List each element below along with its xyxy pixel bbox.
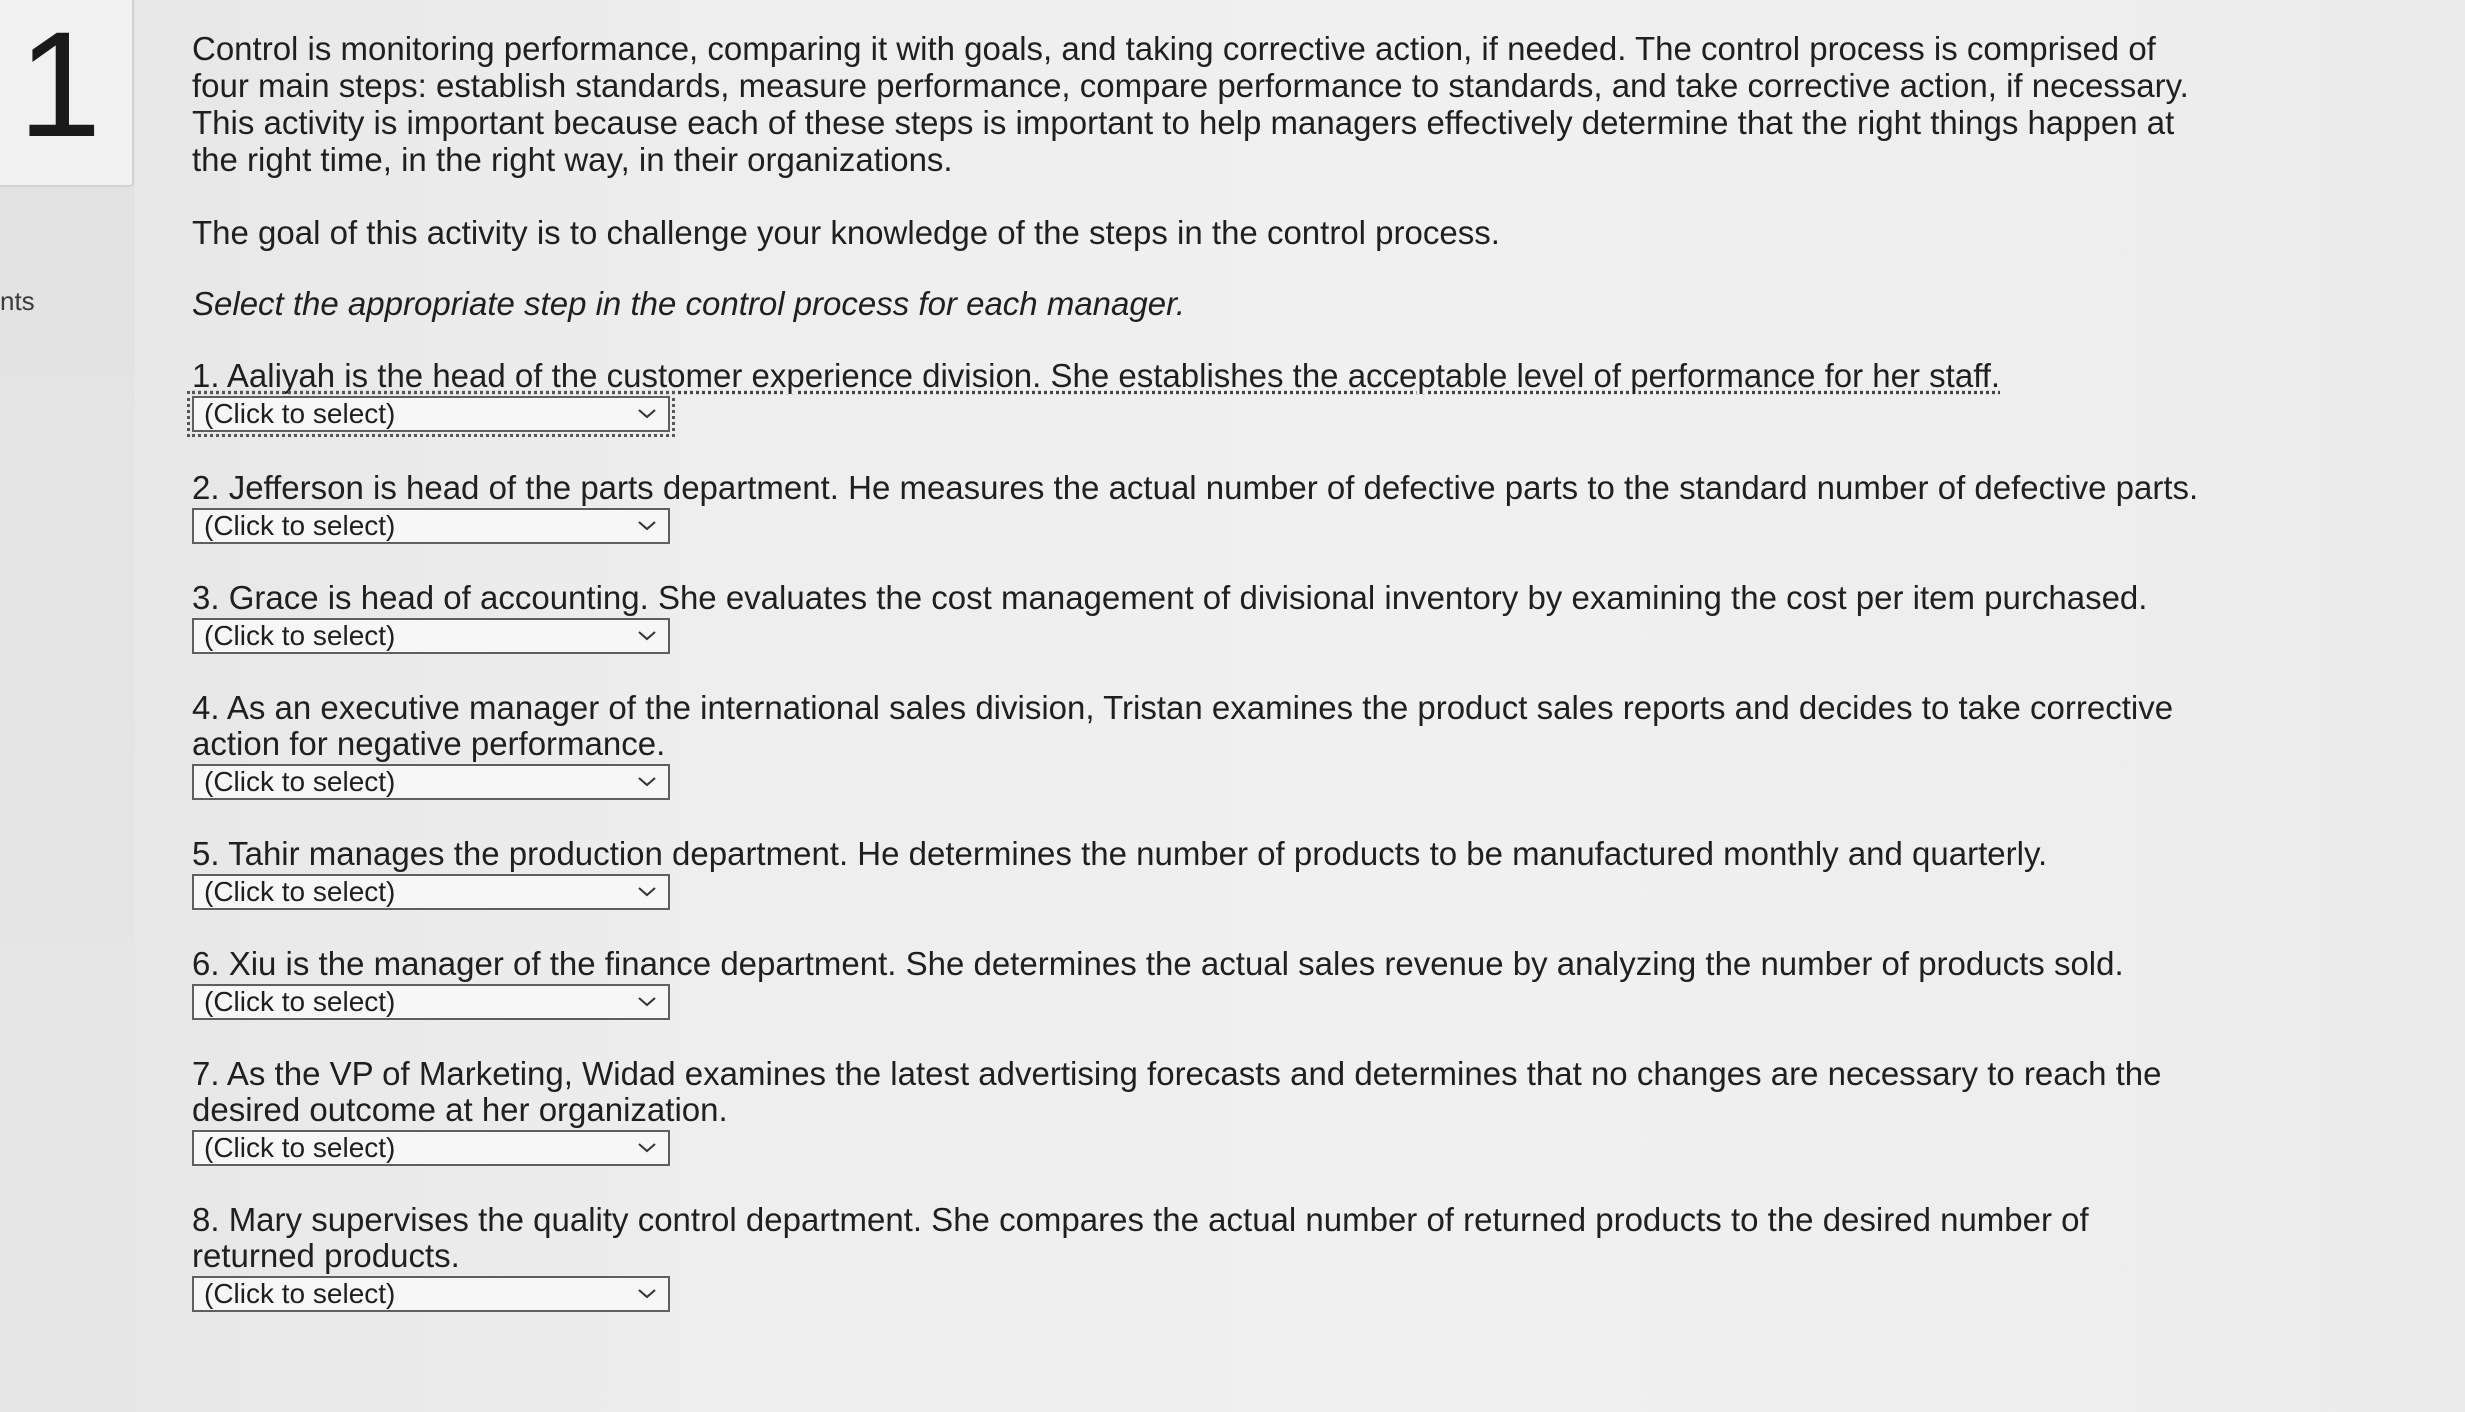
step-select-dropdown[interactable] — [192, 764, 670, 800]
chevron-down-icon — [636, 990, 658, 1012]
step-select-dropdown[interactable] — [192, 1130, 670, 1166]
question-item — [192, 836, 2212, 910]
question-item — [192, 580, 2212, 654]
question-item — [192, 690, 2212, 800]
step-select-dropdown[interactable] — [192, 508, 670, 544]
dropdown-value: (Click to select) — [204, 1132, 396, 1163]
chevron-down-icon — [636, 880, 658, 902]
chevron-down-icon — [636, 1136, 658, 1158]
question-text: 4. As an executive manager of the international sales division, Tristan examines the product sales reports and decides to take corrective action for negative performance. — [192, 689, 2174, 762]
question-number: 1 — [18, 0, 102, 168]
chevron-down-icon — [636, 770, 658, 792]
chevron-down-icon — [636, 1282, 658, 1304]
step-select-dropdown[interactable] — [192, 984, 670, 1020]
dropdown-value: (Click to select) — [204, 766, 396, 797]
question-text: 3. Grace is head of accounting. She evaluates the cost management of divisional inventory by examining the cost per item purchased. — [192, 579, 2148, 616]
chevron-down-icon — [636, 514, 658, 536]
dropdown-value: (Click to select) — [204, 620, 396, 651]
step-select-dropdown[interactable] — [192, 618, 670, 654]
question-item — [192, 358, 2212, 432]
question-text: 8. Mary supervises the quality control department. She compares the actual number of returned products to the desired number of returned products. — [192, 1201, 2089, 1274]
step-select-dropdown[interactable] — [192, 874, 670, 910]
dropdown-value: (Click to select) — [204, 986, 396, 1017]
dropdown-value: (Click to select) — [204, 510, 396, 541]
question-number-box — [0, 0, 134, 187]
step-select-dropdown[interactable] — [192, 1276, 670, 1312]
step-select-dropdown[interactable] — [192, 396, 670, 432]
question-item — [192, 946, 2212, 1020]
question-item — [192, 470, 2212, 544]
dropdown-value: (Click to select) — [204, 398, 396, 429]
question-item — [192, 1202, 2212, 1312]
instruction-text: Select the appropriate step in the control process for each manager. — [192, 285, 1186, 322]
question-text: 1. Aaliyah is the head of the customer experience division. She establishes the acceptable level of performance for her staff. — [192, 357, 2001, 394]
points-label: nts — [0, 286, 35, 316]
question-text: 7. As the VP of Marketing, Widad examines the latest advertising forecasts and determines that no changes are necessary to reach the desired outcome at her organization. — [192, 1055, 2162, 1128]
chevron-down-icon — [636, 624, 658, 646]
question-item — [192, 1056, 2212, 1166]
question-content — [192, 30, 2212, 1312]
dropdown-value: (Click to select) — [204, 1278, 396, 1309]
left-rail — [0, 0, 135, 1412]
question-text: 6. Xiu is the manager of the finance department. She determines the actual sales revenue by analyzing the number of products sold. — [192, 945, 2124, 982]
question-text: 5. Tahir manages the production department. He determines the number of products to be manufactured monthly and quarterly. — [192, 835, 2048, 872]
goal-paragraph: The goal of this activity is to challenge your knowledge of the steps in the control process. — [192, 214, 1500, 251]
chevron-down-icon — [636, 402, 658, 424]
intro-paragraph: Control is monitoring performance, comparing it with goals, and taking corrective action, if needed. The control process is comprised of four main steps: establish standards, measure performance, compare performance to standards, and take corrective action, if necessary. This activity is important because each of these steps is important to help managers effectively determine that the right things happen at the right time, in the right way, in their organizations. — [192, 30, 2189, 178]
dropdown-value: (Click to select) — [204, 876, 396, 907]
question-text: 2. Jefferson is head of the parts department. He measures the actual number of defective parts to the standard number of defective parts. — [192, 469, 2199, 506]
